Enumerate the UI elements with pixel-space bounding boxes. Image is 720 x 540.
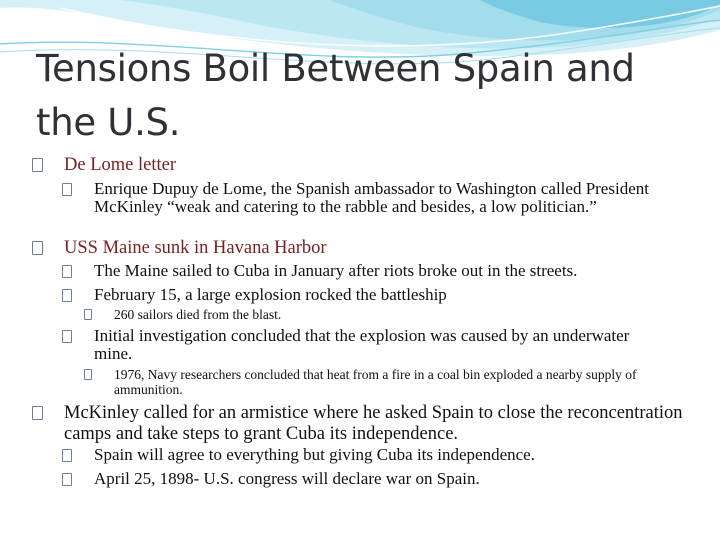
bullet-de-lome-letter bbox=[32, 155, 176, 178]
bullet-april-25 bbox=[62, 470, 682, 492]
bullet-260-sailors bbox=[84, 307, 644, 325]
bullet-box-icon bbox=[62, 262, 94, 284]
bullet-enrique-dupuy bbox=[62, 180, 652, 216]
bullet-box-icon bbox=[84, 367, 114, 385]
bullet-text: April 25, 1898- U.S. congress will declare war on Spain. bbox=[94, 469, 480, 488]
bullet-text: Spain will agree to everything but giving Cuba its independence. bbox=[94, 445, 535, 464]
bullet-box-icon bbox=[32, 238, 64, 261]
bullet-text: De Lome letter bbox=[64, 155, 176, 175]
bullet-text: 260 sailors died from the blast. bbox=[114, 307, 282, 322]
bullet-text: February 15, a large explosion rocked the battleship bbox=[94, 285, 447, 304]
bullet-text: Enrique Dupuy de Lome, the Spanish ambassador to Washington called President McKinley “weak and catering to the rabble and besides, a low politician.” bbox=[94, 179, 649, 216]
bullet-uss-maine bbox=[32, 238, 327, 261]
bullet-maine-sailed bbox=[62, 262, 702, 284]
bullet-mckinley-armistice bbox=[32, 403, 692, 445]
bullet-box-icon bbox=[62, 470, 94, 492]
bullet-text: McKinley called for an armistice where he asked Spain to close the reconcentration camps and take steps to grant Cuba its independence. bbox=[64, 403, 683, 444]
bullet-box-icon bbox=[32, 155, 64, 178]
bullet-initial-investigation bbox=[62, 327, 662, 363]
bullet-box-icon bbox=[62, 180, 94, 202]
bullet-text: The Maine sailed to Cuba in January after riots broke out in the streets. bbox=[94, 261, 578, 280]
slide-title: Tensions Boil Between Spain and the U.S. bbox=[36, 47, 635, 144]
bullet-box-icon bbox=[32, 403, 64, 426]
bullet-spain-agree bbox=[62, 446, 682, 468]
bullet-text: USS Maine sunk in Havana Harbor bbox=[64, 238, 327, 258]
bullet-text: Initial investigation concluded that the explosion was caused by an underwater mine. bbox=[94, 326, 630, 363]
bullet-box-icon bbox=[62, 446, 94, 468]
bullet-box-icon bbox=[84, 307, 114, 325]
bullet-box-icon bbox=[62, 327, 94, 349]
bullet-february-15 bbox=[62, 286, 682, 308]
bullet-text: 1976, Navy researchers concluded that heat from a fire in a coal bin exploded a nearby supply of ammunition. bbox=[114, 367, 637, 397]
bullet-1976-navy bbox=[84, 367, 674, 397]
bullet-box-icon bbox=[62, 286, 94, 308]
